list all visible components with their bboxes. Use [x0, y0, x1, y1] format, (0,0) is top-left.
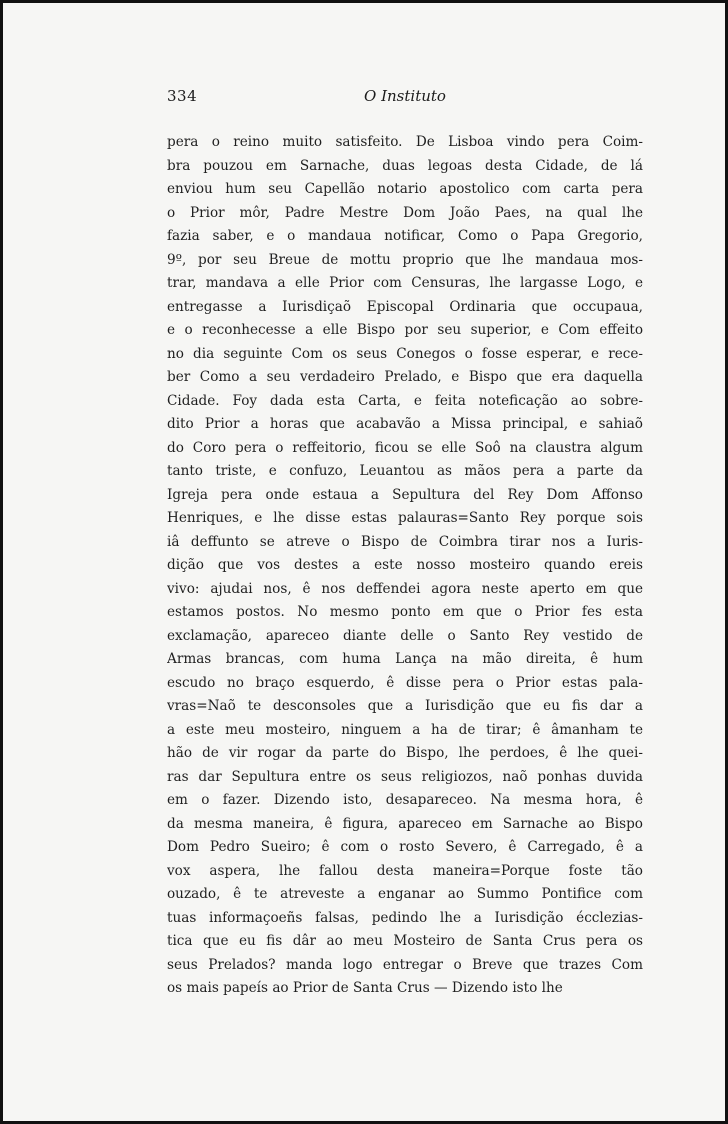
text-line: Henriques, e lhe disse estas palauras=Santo Rey porque sois — [167, 510, 643, 526]
running-title: O Instituto — [364, 87, 446, 105]
text-line: exclamação, apareceo diante delle o Santo Rey vestido de — [167, 627, 643, 644]
text-line: Igreja pera onde estaua a Sepultura del Rey Dom Affonso — [167, 486, 643, 503]
text-line: vras=Naõ te desconsoles que a Iurisdição que eu fis dar a — [167, 698, 643, 714]
text-line: vox aspera, lhe fallou desta maneira=Porque foste tão — [167, 862, 643, 879]
text-line: Dom Pedro Sueiro; ê com o rosto Severo, ê Carregado, ê a — [167, 839, 643, 855]
text-line: ouzado, ê te atreveste a enganar ao Summo Pontifice com — [167, 886, 643, 902]
text-line: a este meu mosteiro, ninguem a ha de tirar; ê âmanham te — [167, 721, 643, 738]
text-line: dito Prior a horas que acabavão a Missa principal, e sahiaõ — [167, 416, 643, 432]
text-line: tica que eu fis dâr ao meu Mosteiro de Santa Crus pera os — [167, 933, 643, 949]
text-line: o Prior môr, Padre Mestre Dom João Paes, na qual lhe — [167, 204, 643, 221]
text-line: Armas brancas, com huma Lança na mão direita, ê hum — [167, 651, 643, 667]
text-line: ber Como a seu verdadeiro Prelado, e Bispo que era daquella — [167, 369, 643, 385]
body-text — [167, 131, 643, 1001]
text-line: e o reconhecesse a elle Bispo por seu superior, e Com effeito — [167, 322, 643, 338]
text-line: ras dar Sepultura entre os seus religiozos, naõ ponhas duvida — [167, 768, 643, 785]
text-line: os mais papeís ao Prior de Santa Crus — Dizendo isto lhe — [167, 980, 563, 996]
text-line: estamos postos. No mesmo ponto em que o Prior fes esta — [167, 604, 643, 620]
text-line: 9º, por seu Breue de mottu proprio que lhe mandaua mos- — [167, 251, 643, 268]
text-line: pera o reino muito satisfeito. De Lisboa vindo pera Coim- — [167, 134, 643, 150]
text-line: iâ deffunto se atreve o Bispo de Coimbra tirar nos a Iuris- — [167, 533, 643, 550]
text-line: escudo no braço esquerdo, ê disse pera o Prior estas pala- — [167, 674, 643, 691]
text-line: fazia saber, e o mandaua notificar, Como o Papa Gregorio, — [167, 228, 643, 244]
text-line: bra pouzou em Sarnache, duas legoas desta Cidade, de lá — [167, 157, 643, 174]
text-line: trar, mandava a elle Prior com Censuras, lhe largasse Logo, e — [167, 275, 643, 291]
text-line: dição que vos destes a este nosso mosteiro quando ereis — [167, 557, 643, 573]
text-line: da mesma maneira, ê figura, apareceo em Sarnache ao Bispo — [167, 815, 643, 832]
text-line: tuas informaçoeñs falsas, pedindo lhe a Iurisdição écclezias- — [167, 909, 643, 926]
text-line: no dia seguinte Com os seus Conegos o fosse esperar, e rece- — [167, 345, 643, 362]
page-number: 334 — [167, 87, 198, 105]
text-line: enviou hum seu Capellão notario apostolico com carta pera — [167, 181, 643, 197]
text-line: tanto triste, e confuzo, Leuantou as mãos pera a parte da — [167, 463, 643, 479]
text-line: em o fazer. Dizendo isto, desapareceo. Na mesma hora, ê — [167, 792, 643, 808]
page-header — [167, 87, 643, 107]
text-line: do Coro pera o reffeitorio, ficou se elle Soô na claustra algum — [167, 439, 643, 456]
text-line: hão de vir rogar da parte do Bispo, lhe perdoes, ê lhe quei- — [167, 745, 643, 761]
text-line: Cidade. Foy dada esta Carta, e feita noteficação ao sobre- — [167, 392, 643, 409]
text-line: seus Prelados? manda logo entregar o Breve que trazes Com — [167, 956, 643, 973]
text-line: vivo: ajudai nos, ê nos deffendei agora neste aperto em que — [167, 580, 643, 597]
text-line: entregasse a Iurisdiçaõ Episcopal Ordinaria que occupaua, — [167, 298, 643, 315]
